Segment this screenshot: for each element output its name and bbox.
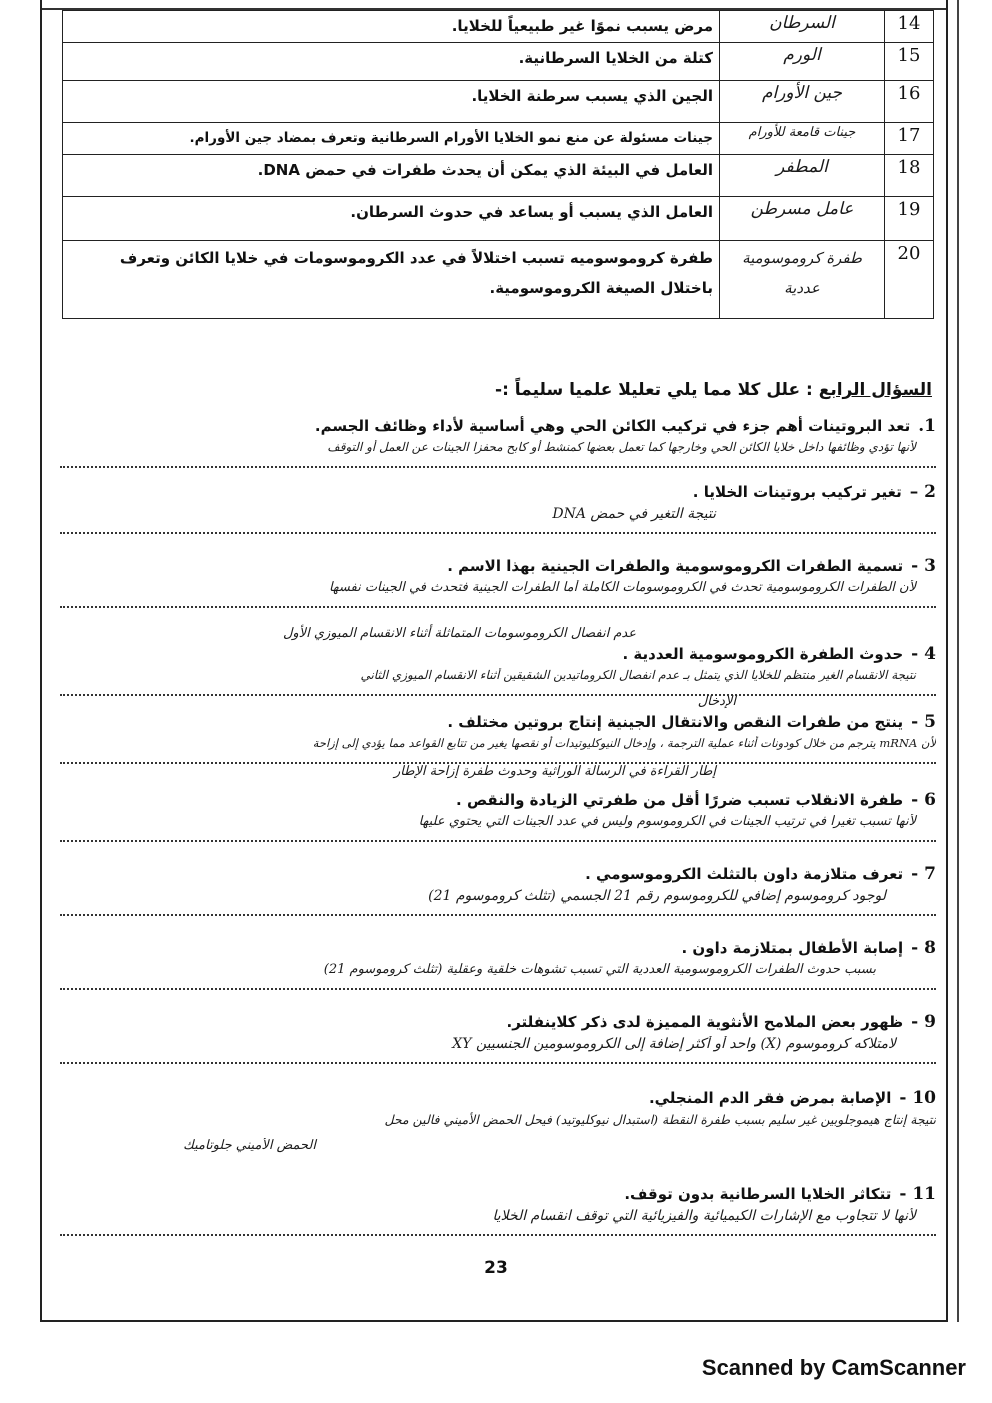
section-heading (232, 380, 932, 400)
answer-line-continued: إطار القراءة في الرسالة الوراثية وحدوث طفرة إزاحة الإطار (393, 764, 716, 779)
answer-note: الإدخال (697, 694, 736, 709)
row-number: 19 (885, 197, 934, 241)
answer-line: لأن mRNA يترجم من خلال كودونات أثناء عملية الترجمة ، وإدخال النيوكليوتيدات أو نقصها يغير من تتابع القواعد مما يؤدي إلى إزاحة (60, 736, 936, 764)
section-title: السؤال الرابع (818, 380, 932, 400)
question-item (60, 556, 936, 608)
question-item (60, 790, 936, 842)
question-text: ظهور بعض الملامح الأنثوية المميزة لدى ذكر كلاينفلتر. (506, 1013, 904, 1031)
table-row (63, 11, 934, 43)
question-item (60, 626, 936, 696)
question-item (60, 482, 936, 534)
question-number: 10 - (899, 1088, 936, 1108)
answer-line: لأنها لا تتجاوب مع الإشارات الكيميائية والفيزيائية التي توقف انقسام الخلايا (60, 1208, 936, 1236)
row-definition: كتلة من الخلايا السرطانية. (63, 43, 720, 81)
page-number: 23 (484, 1258, 508, 1278)
row-term: عامل مسرطن (720, 197, 885, 241)
row-number: 15 (885, 43, 934, 81)
row-number: 14 (885, 11, 934, 43)
question-number: 3 - (911, 556, 936, 576)
question-text: طفرة الانقلاب تسبب ضررًا أقل من طفرتي الزيادة والنقص . (456, 791, 904, 809)
row-number: 18 (885, 155, 934, 197)
answer-line: نتيجة الانقسام الغير منتظم للخلايا الذي يتمثل بـ عدم انفصال الكروماتيدين الشقيقين أثناء الانقسام الميوزي الثاني (60, 668, 936, 696)
row-definition: مرض يسبب نموًا غير طبيعياً للخلايا. (63, 11, 720, 43)
question-item (60, 1088, 936, 1153)
question-text: حدوث الطفرة الكروموسومية العددية . (622, 645, 904, 663)
answer-line: لامتلاكه كروموسوم (X) واحد أو أكثر إضافة إلى الكروموسومين الجنسيين XY (60, 1036, 936, 1064)
row-term: جينات قامعة للأورام (720, 123, 885, 155)
answer-line: لأن الطفرات الكروموسومية تحدث في الكروموسومات الكاملة أما الطفرات الجينية فتحدث في الجينات نفسها (60, 580, 936, 608)
row-term: السرطان (720, 11, 885, 43)
answer-line: نتيجة التغير في حمض DNA (60, 506, 936, 534)
row-term: المطفر (720, 155, 885, 197)
question-text: تتكاثر الخلايا السرطانية بدون توقف. (624, 1185, 892, 1203)
page-edge (957, 0, 959, 1322)
question-number: 11 - (899, 1184, 936, 1204)
answer-note: عدم انفصال الكروموسومات المتماثلة أثناء الانقسام الميوزي الأول (282, 626, 636, 641)
row-term: الورم (720, 43, 885, 81)
table-row (63, 241, 934, 319)
row-number: 17 (885, 123, 934, 155)
row-definition: الجين الذي يسبب سرطنة الخلايا. (63, 81, 720, 123)
question-number: 4 - (911, 644, 936, 664)
row-definition: طفرة كروموسوميه تسبب اختلالاً في عدد الكروموسومات في خلايا الكائن وتعرف باختلال الصيغة الكروموسومية. (63, 241, 720, 319)
question-item (60, 864, 936, 916)
row-definition: العامل في البيئة الذي يمكن أن يحدث طفرات في حمض DNA. (63, 155, 720, 197)
scanner-watermark: Scanned by CamScanner (701, 1355, 966, 1380)
row-term: جين الأورام (720, 81, 885, 123)
question-number: 6 - (911, 790, 936, 810)
question-number: 1. (918, 416, 936, 436)
question-item (60, 1012, 936, 1064)
question-number: 9 - (911, 1012, 936, 1032)
row-term: طفرة كروموسومية عددية (720, 241, 885, 319)
question-number: 8 - (911, 938, 936, 958)
question-text: ينتج من طفرات النقص والانتقال الجينية إنتاج بروتين مختلف . (447, 713, 904, 731)
question-item (60, 694, 936, 779)
question-text: تعرف متلازمة داون بالتثلث الكروموسومي . (585, 865, 904, 883)
question-text: الإصابة بمرض فقر الدم المنجلي. (648, 1089, 892, 1107)
table-row (63, 197, 934, 241)
question-number: 7 - (911, 864, 936, 884)
answer-line: بسبب حدوث الطفرات الكروموسومية العددية التي تسبب تشوهات خلقية وعقلية (تثلث كروموسوم 21) (60, 962, 936, 990)
question-text: تسمية الطفرات الكروموسومية والطفرات الجينية بهذا الاسم . (447, 557, 904, 575)
row-definition: العامل الذي يسبب أو يساعد في حدوث السرطان. (63, 197, 720, 241)
table-row (63, 155, 934, 197)
row-number: 20 (885, 241, 934, 319)
answer-line: لوجود كروموسوم إضافي للكروموسوم رقم 21 الجسمي (تثلث كروموسوم 21) (60, 888, 936, 916)
row-number: 16 (885, 81, 934, 123)
question-text: تغير تركيب بروتينات الخلايا . (692, 483, 902, 501)
answer-line: لأنها تؤدي وظائفها داخل خلايا الكائن الحي وخارجها كما تعمل بعضها كمنشط أو كابح محفزا الجينات عن العمل أو التوقف (60, 440, 936, 468)
answer-line: نتيجة إنتاج هيموجلوبين غير سليم بسبب طفرة النقطة (استبدال نيوكليوتيد) فيحل الحمض الأميني فالين محل (384, 1112, 936, 1127)
definitions-table (62, 10, 934, 319)
question-text: تعد البروتينات أهم جزء في تركيب الكائن الحي وهي أساسية لأداء وظائف الجسم. (314, 417, 911, 435)
question-number: 5 - (911, 712, 936, 732)
answer-line-continued: الحمض الأميني جلوتاميك (183, 1138, 316, 1153)
table-row (63, 43, 934, 81)
row-definition: جينات مسئولة عن منع نمو الخلايا الأورام السرطانية وتعرف بمضاد جين الأورام. (63, 123, 720, 155)
question-number: 2 – (909, 482, 936, 502)
question-item (60, 1184, 936, 1236)
table-row (63, 81, 934, 123)
section-instruction: : علل كلا مما يلي تعليلا علميا سليماً :- (495, 380, 813, 400)
question-text: إصابة الأطفال بمتلازمة داون . (681, 939, 904, 957)
answer-line: لأنها تسبب تغيرا في ترتيب الجينات في الكروموسوم وليس في عدد الجينات التي يحتوي عليها (60, 814, 936, 842)
question-item (60, 938, 936, 990)
table-row (63, 123, 934, 155)
question-item (60, 416, 936, 468)
